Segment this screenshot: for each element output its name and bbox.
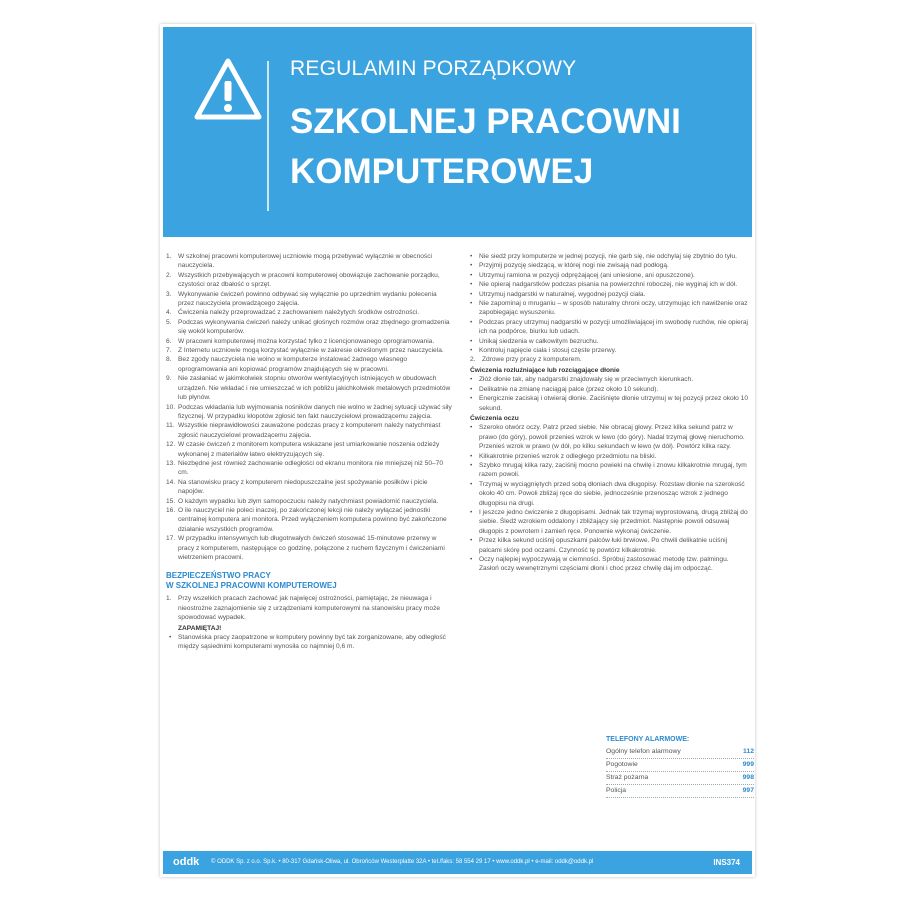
bullet-marker: • (169, 634, 172, 642)
bullet-text: Kontroluj napięcie ciała i stosuj częste przerwy. (479, 347, 617, 355)
rule-text: Na stanowisku pracy z komputerem niedopuszczalne jest spożywanie posiłków i picie napojów. (178, 478, 428, 496)
bullet-item (470, 480, 750, 508)
safety-section-title (166, 571, 453, 591)
rule-text: Wszystkie nieprawidłowości zauważone podczas pracy z komputerem należy natychmiast zgłosić nauczycielowi prowadzącemu zajęcia. (178, 422, 441, 439)
rule-item (166, 271, 453, 290)
bullet-item (470, 280, 750, 289)
rule-item (166, 308, 453, 317)
safety-item-number: 1. (166, 595, 172, 603)
phones-title: TELEFONY ALARMOWE: (606, 736, 690, 743)
bullet-item (470, 508, 750, 536)
bullet-marker: • (470, 376, 473, 384)
bullet-item (470, 271, 750, 280)
rule-number: 11. (166, 422, 175, 430)
header-title-line2: KOMPUTEROWEJ (290, 152, 594, 191)
emergency-phones (606, 736, 754, 798)
health-item (470, 355, 750, 364)
bullet-marker: • (470, 385, 473, 393)
bullet-text: Unikaj siedzenia w całkowitym bezruchu. (479, 337, 599, 345)
bullet-text: Nie siedź przy komputerze w jednej pozycji, nie garb się, nie odchylaj się zbytnio do tyłu. (479, 253, 738, 260)
bullet-marker: • (470, 424, 473, 432)
safety-item (166, 594, 453, 622)
bullet-text: Szybko mrugaj kilka razy, zaciśnij mocno powieki na chwilę i znowu kilkakrotnie mrugaj, tym razem powoli. (479, 461, 747, 479)
bullet-text: Złóż dłonie tak, aby nadgarstki znajdowały się w przeciwnych kierunkach. (479, 376, 694, 384)
header-subtitle: REGULAMIN PORZĄDKOWY (290, 57, 577, 80)
phone-number: 997 (742, 787, 754, 794)
health-item-text: Zdrowe przy pracy z komputerem. (482, 356, 582, 364)
bullet-item (470, 423, 750, 451)
safety-bullet-text: Stanowiska pracy zaopatrzone w komputery powinny być tak zorganizowane, aby odległość między sąsiednimi komputerami wynosiła co najmniej 0,6 m. (178, 634, 446, 651)
bullet-marker: • (470, 452, 473, 460)
document-sheet (160, 24, 755, 877)
bullet-marker: • (470, 347, 473, 355)
phone-row (606, 785, 754, 798)
rule-item (166, 355, 453, 374)
warning-triangle-icon (193, 57, 263, 123)
footer-contact-text: © ODDK Sp. z o.o. Sp.k. • 80-317 Gdańsk-Oliwa, ul. Obrońców Westerplatte 32A • tel./faks: 58 554 29 17 • www.oddk.pl • e-mail: oddk@oddk.pl (211, 859, 594, 865)
rule-number: 16. (166, 506, 176, 514)
eyes-exercise-title: Ćwiczenia oczu (470, 414, 519, 422)
rule-item (166, 459, 453, 478)
rules-list (166, 252, 453, 562)
rule-number: 17. (166, 535, 176, 543)
bullet-text: Trzymaj w wyciągniętych przed sobą dłoniach dwa długopisy. Rozstaw dłonie na szerokość około 40 cm. Powoli zbliżaj ręce do siebie, jednocześnie przenosząc wzrok z jednego długopisu na drugi. (479, 480, 745, 507)
right-column (470, 252, 750, 574)
header-title (290, 97, 681, 197)
phone-row (606, 759, 754, 772)
rule-text: O ile nauczyciel nie poleci inaczej, po zakończonej lekcji nie należy wyłączać jednostki centralnej komputera ani monitora. Przed wyłączeniem komputera powinno być zakończone działanie wszystkich programów. (178, 506, 447, 533)
header-divider (267, 61, 269, 211)
safety-title-line1: BEZPIECZEŃSTWO PRACY (166, 571, 271, 581)
bullet-marker: • (470, 395, 473, 403)
health-item-number: 2. (470, 356, 476, 364)
oddk-logo: oddk (173, 856, 200, 868)
rule-number: 8. (166, 356, 172, 364)
bullet-text: Utrzymuj ramiona w pozycji odprężającej (ani uniesione, ani opuszczone). (479, 271, 695, 279)
document-code: INS374 (713, 858, 740, 867)
phone-label: Ogólny telefon alarmowy (606, 748, 681, 755)
rule-item (166, 337, 453, 346)
bullet-item (470, 555, 750, 574)
phones-list (606, 746, 754, 798)
bullet-marker: • (470, 461, 473, 469)
rule-number: 5. (166, 318, 172, 326)
phone-label: Straż pożarna (606, 774, 649, 781)
rule-text: Ćwiczenia należy przeprowadzać z zachowaniem należytych środków ostrożności. (178, 309, 420, 317)
bullet-item (470, 299, 750, 318)
rule-item (166, 421, 453, 440)
footer-bar (163, 851, 752, 874)
rule-text: Podczas wykonywania ćwiczeń należy unikać głośnych rozmów oraz zbędnego gromadzenia się wokół komputerów. (178, 318, 450, 336)
safety-bullet (166, 633, 453, 652)
bullet-text: I jeszcze jedno ćwiczenie z długopisami. Jednak tak trzymaj wyprostowaną, drugą zbliżaj do siebie. Śledź wzrokiem oddalony i zbliżający się przedmiot. Następnie powoli odsuwaj długopis z powrotem i zamień ręce. Ponownie wykonaj ćwiczenie. (479, 508, 748, 535)
rule-item (166, 374, 453, 402)
rule-number: 6. (166, 337, 172, 345)
rule-number: 1. (166, 253, 172, 260)
safety-item-text: Przy wszelkich pracach zachować jak najwięcej ostrożności, pamiętając, że nieuwaga i nieostrożne zaznajomienie się z urządzeniami komputerowymi na stanowisku pracy może spowodować wypadek. (178, 595, 441, 622)
bullet-item (470, 385, 750, 394)
phone-label: Pogotowie (606, 761, 638, 768)
rule-item (166, 346, 453, 355)
bullet-marker: • (470, 556, 473, 563)
rule-number: 2. (166, 271, 172, 279)
eyes-exercise-bullets (470, 423, 750, 574)
bullet-marker: • (470, 318, 473, 326)
hands-exercise-title: Ćwiczenia rozluźniające lub rozciągające dłonie (470, 366, 620, 374)
rule-item (166, 318, 453, 337)
header-banner (163, 27, 752, 237)
rule-number: 9. (166, 375, 172, 383)
bullet-item (470, 261, 750, 270)
rule-text: Nie zasłaniać w jakimkolwiek stopniu otworów wentylacyjnych istniejących w obudowach urządzeń. Nie wkładać i nie umieszczać w ich pobliżu jakichkolwiek metalowych przedmiotów lub płynów. (178, 375, 451, 402)
bullet-text: Energicznie zaciskaj i otwieraj dłonie. Zaciśnięte dłonie utrzymuj w tej pozycji przez około 10 sekund. (479, 395, 749, 412)
hands-exercise-bullets (470, 375, 750, 413)
rule-number: 3. (166, 290, 172, 298)
bullet-item (470, 375, 750, 384)
bullet-text: Nie zapominaj o mruganiu – w sposób naturalny chroni oczy, utrzymując ich nawilżenie oraz zapobiegając wysuszeniu. (479, 300, 748, 317)
bullet-text: Delikatnie na zmianę naciągaj palce (przez około 10 sekund). (479, 385, 659, 393)
bullet-item (470, 290, 750, 299)
safety-title-line2: W SZKOLNEJ PRACOWNI KOMPUTEROWEJ (166, 581, 337, 591)
bullet-item (470, 536, 750, 555)
bullet-marker: • (470, 281, 473, 289)
rule-text: Z Internetu uczniowie mogą korzystać wyłącznie w zakresie określonym przez nauczyciela. (178, 347, 444, 355)
rule-number: 4. (166, 309, 172, 317)
rule-number: 13. (166, 459, 176, 467)
bullet-item (470, 318, 750, 337)
rule-item (166, 290, 453, 309)
rule-item (166, 440, 453, 459)
rule-text: O każdym wypadku lub złym samopoczuciu należy natychmiast powiadomić nauczyciela. (178, 497, 439, 505)
bullet-marker: • (470, 253, 473, 260)
remember-label: ZAPAMIĘTAJ! (178, 624, 222, 632)
bullet-item (470, 252, 750, 261)
rule-item (166, 478, 453, 497)
rule-text: Wykonywanie ćwiczeń powinno odbywać się wyłącznie po uprzednim wydaniu polecenia przez nauczyciela prowadzącego zajęcia. (178, 290, 437, 308)
rule-text: Podczas wkładania lub wyjmowania nośników danych nie wolno w żadnej sytuacji używać siły fizycznej. W przypadku kłopotów zgłosić ten fakt nauczycielowi prowadzącemu zajęcia. (178, 403, 452, 420)
rule-item (166, 403, 453, 422)
bullet-text: Utrzymuj nadgarstki w naturalnej, wygodnej pozycji ciała. (479, 290, 646, 298)
bullet-item (470, 452, 750, 461)
bullet-text: Oczy najlepiej wypoczywają w ciemności. Spróbuj zastosować metodę tzw. palmingu. Zasłoń oczy wewnętrznymi częściami dłoni i choć przez chwilę daj im odpocząć. (479, 556, 729, 573)
rule-item (166, 534, 453, 562)
posture-bullets (470, 252, 750, 355)
rule-item (166, 506, 453, 534)
bullet-marker: • (470, 300, 473, 308)
phone-row (606, 772, 754, 785)
rule-text: W szkolnej pracowni komputerowej uczniowie mogą przebywać wyłącznie w obecności nauczyciela. (178, 253, 432, 270)
bullet-item (470, 346, 750, 355)
bullet-marker: • (470, 537, 473, 545)
bullet-marker: • (470, 337, 473, 345)
rule-number: 15. (166, 497, 176, 505)
phone-number: 112 (743, 748, 754, 755)
rule-number: 14. (166, 478, 176, 486)
rule-text: Bez zgody nauczyciela nie wolno w komputerze instalować żadnego własnego oprogramowania ani kopiować programów znajdujących się w pracowni. (178, 356, 408, 373)
bullet-item (470, 461, 750, 480)
bullet-text: Przyjmij pozycję siedzącą, w której nogi nie zwisają nad podłogą. (479, 262, 669, 270)
phone-number: 998 (742, 774, 754, 781)
bullet-text: Kilkakrotnie przenieś wzrok z odległego przedmiotu na bliski. (479, 452, 657, 460)
phone-row (606, 746, 754, 759)
rule-text: Niezbędne jest również zachowanie odległości od ekranu monitora nie mniejszej niż 50–70 cm. (178, 459, 444, 477)
rule-number: 10. (166, 403, 176, 411)
phone-label: Policja (606, 787, 627, 794)
rule-text: W czasie ćwiczeń z monitorem komputera wskazane jest umiarkowanie noszenia odzieży wykonanej z materiałów łatwo elektryzujących się. (178, 441, 440, 458)
bullet-marker: • (470, 271, 473, 279)
bullet-item (470, 394, 750, 413)
bullet-text: Szeroko otwórz oczy. Patrz przed siebie. Nie obracaj głowy. Przez kilka sekund patrz w prawo (do góry), powoli przenieś wzrok w lewo (do góry). Nadal trzymaj głowę nieruchomo. Przenieś wzrok w prawo (w dół, po kilku sekundach w lewo (w dół). Powtórz kilka razy. (479, 424, 745, 451)
left-column (166, 252, 453, 652)
bullet-marker: • (470, 508, 473, 516)
rule-item (166, 497, 453, 506)
rule-text: Wszystkich przebywających w pracowni komputerowej obowiązuje zachowanie porządku, czystości oraz dbałość o sprzęt. (178, 271, 440, 289)
bullet-item (470, 337, 750, 346)
bullet-marker: • (470, 290, 473, 298)
rule-number: 12. (166, 441, 176, 449)
rule-text: W pracowni komputerowej można korzystać tylko z licencjonowanego oprogramowania. (178, 337, 435, 345)
bullet-text: Podczas pracy utrzymuj nadgarstki w pozycji umożliwiającej im swobodę ruchów, nie opieraj ich na podpórce, biurku lub udach. (479, 318, 748, 336)
bullet-marker: • (470, 262, 473, 270)
header-title-line1: SZKOLNEJ PRACOWNI (290, 102, 681, 141)
phone-number: 999 (742, 761, 754, 768)
rule-text: W przypadku intensywnych lub długotrwałych ćwiczeń stosować 15-minutowe przerwy w pracy z komputerem, następujące co godzinę, połączone z ruchem fizycznym i ćwiczeniami wietrzeniem pracowni. (178, 535, 445, 561)
rule-item (166, 252, 453, 271)
rule-number: 7. (166, 347, 172, 355)
bullet-text: Nie opieraj nadgarstków podczas pisania na powierzchni roboczej, nie wyginaj ich w dół. (479, 281, 738, 289)
bullet-marker: • (470, 480, 473, 488)
bullet-text: Przez kilka sekund uciśnij opuszkami palców łuki brwiowe. Po chwili delikatnie uciśnij palcami skórę pod oczami. Czynność tę powtórz kilkakrotnie. (479, 537, 728, 554)
